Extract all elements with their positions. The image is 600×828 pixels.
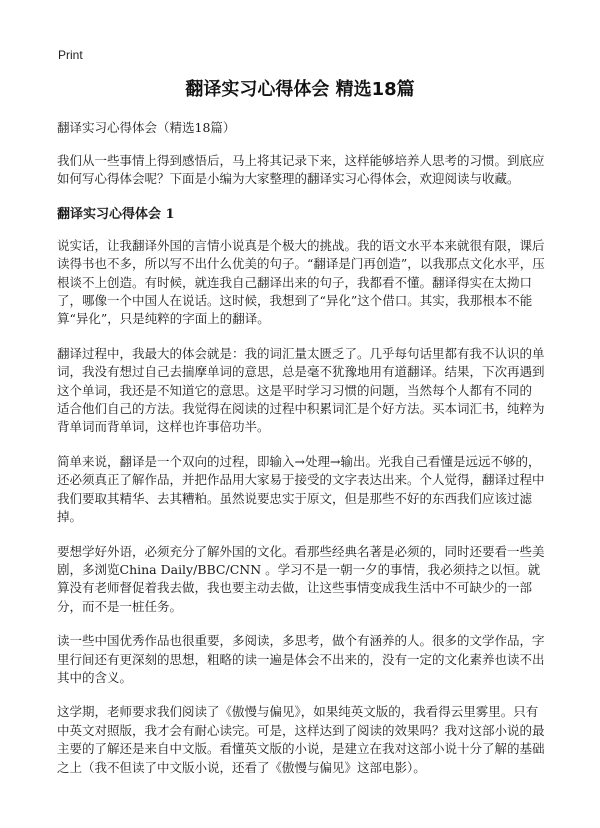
body-paragraph: 翻译过程中，我最大的体会就是：我的词汇量太匮乏了。几乎每句话里都有我不认识的单词，我没有想过自己去揣摩单词的意思，总是毫不犹豫地用有道翻译。结果，下次再遇到这个单词，我还是不知道它的意思。这是平时学习习惯的问题，当然每个人都有不同的 适合他们自己的方法。我觉得在阅读的过程中积累词汇是个好方法。买本词汇书，纯粹为背单词而背单词，这样也许事倍功半。 <box>57 345 545 435</box>
body-paragraph: 简单来说，翻译是一个双向的过程，即输入→处理→输出。光我自己看懂是远远不够的，还必须真正了解作品，并把作品用大家易于接受的文字表达出来。个人觉得，翻译过程中我们要取其精华、去其糟粕。虽然说要忠实于原文，但是那些不好的东西我们应该过滤掉。 <box>57 453 545 525</box>
page-title: 翻译实习心得体会 精选18篇 <box>185 79 415 100</box>
article-subtitle: 翻译实习心得体会（精选18篇） <box>57 120 236 135</box>
intro-paragraph: 我们从一些事情上得到感悟后，马上将其记录下来，这样能够培养人思考的习惯。到底应如何写心得体会呢？下面是小编为大家整理的翻译实习心得体会，欢迎阅读与收藏。 <box>57 153 545 187</box>
section-heading: 翻译实习心得体会 1 <box>57 206 175 222</box>
body-paragraph: 要想学好外语，必须充分了解外国的文化。看那些经典名著是必须的，同时还要看一些美剧，多浏览China Daily/BBC/CNN 。学习不是一朝一夕的事情，我必须持之以恒。就算没有老师督促着我去做，我也要主动去做，让这些事情变成我生活中不可缺少的一部分，而不是一桩任务。 <box>57 543 545 614</box>
article-body <box>57 118 548 793</box>
body-paragraph: 说实话，让我翻译外国的言情小说真是个极大的挑战。我的语文水平本来就很有限，课后读得书也不多，所以写不出什么优美的句子。“翻译是门再创造”，以我那点文化水平，压根谈不上创造。有时候，就连我自己翻译出来的句子，我都看不懂。翻译得实在太拗口了，哪像一个中国人在说话。这时候，我想到了“异化”这个借口。其实，我那根本不能算“异化”，只是纯粹的字面上的翻译。 <box>57 237 545 327</box>
body-paragraph: 这学期，老师要求我们阅读了《傲慢与偏见》，如果纯英文版的，我看得云里雾里。只有中英文对照版，我才会有耐心读完。可是，这样达到了阅读的效果吗？我对这部小说的最主要的了解还是来自中文版。看懂英文版的小说，是建立在我对这部小说十分了解的基础之上（我不但读了中文版小说，还看了《傲慢与偏见》这部电影）。 <box>57 704 545 775</box>
print-button[interactable]: Print <box>58 48 83 62</box>
body-paragraph: 读一些中国优秀作品也很重要，多阅读，多思考，做个有涵养的人。很多的文学作品，字里行间还有更深刻的思想，粗略的读一遍是体会不出来的，没有一定的文化素养也读不出其中的含义。 <box>57 633 545 685</box>
